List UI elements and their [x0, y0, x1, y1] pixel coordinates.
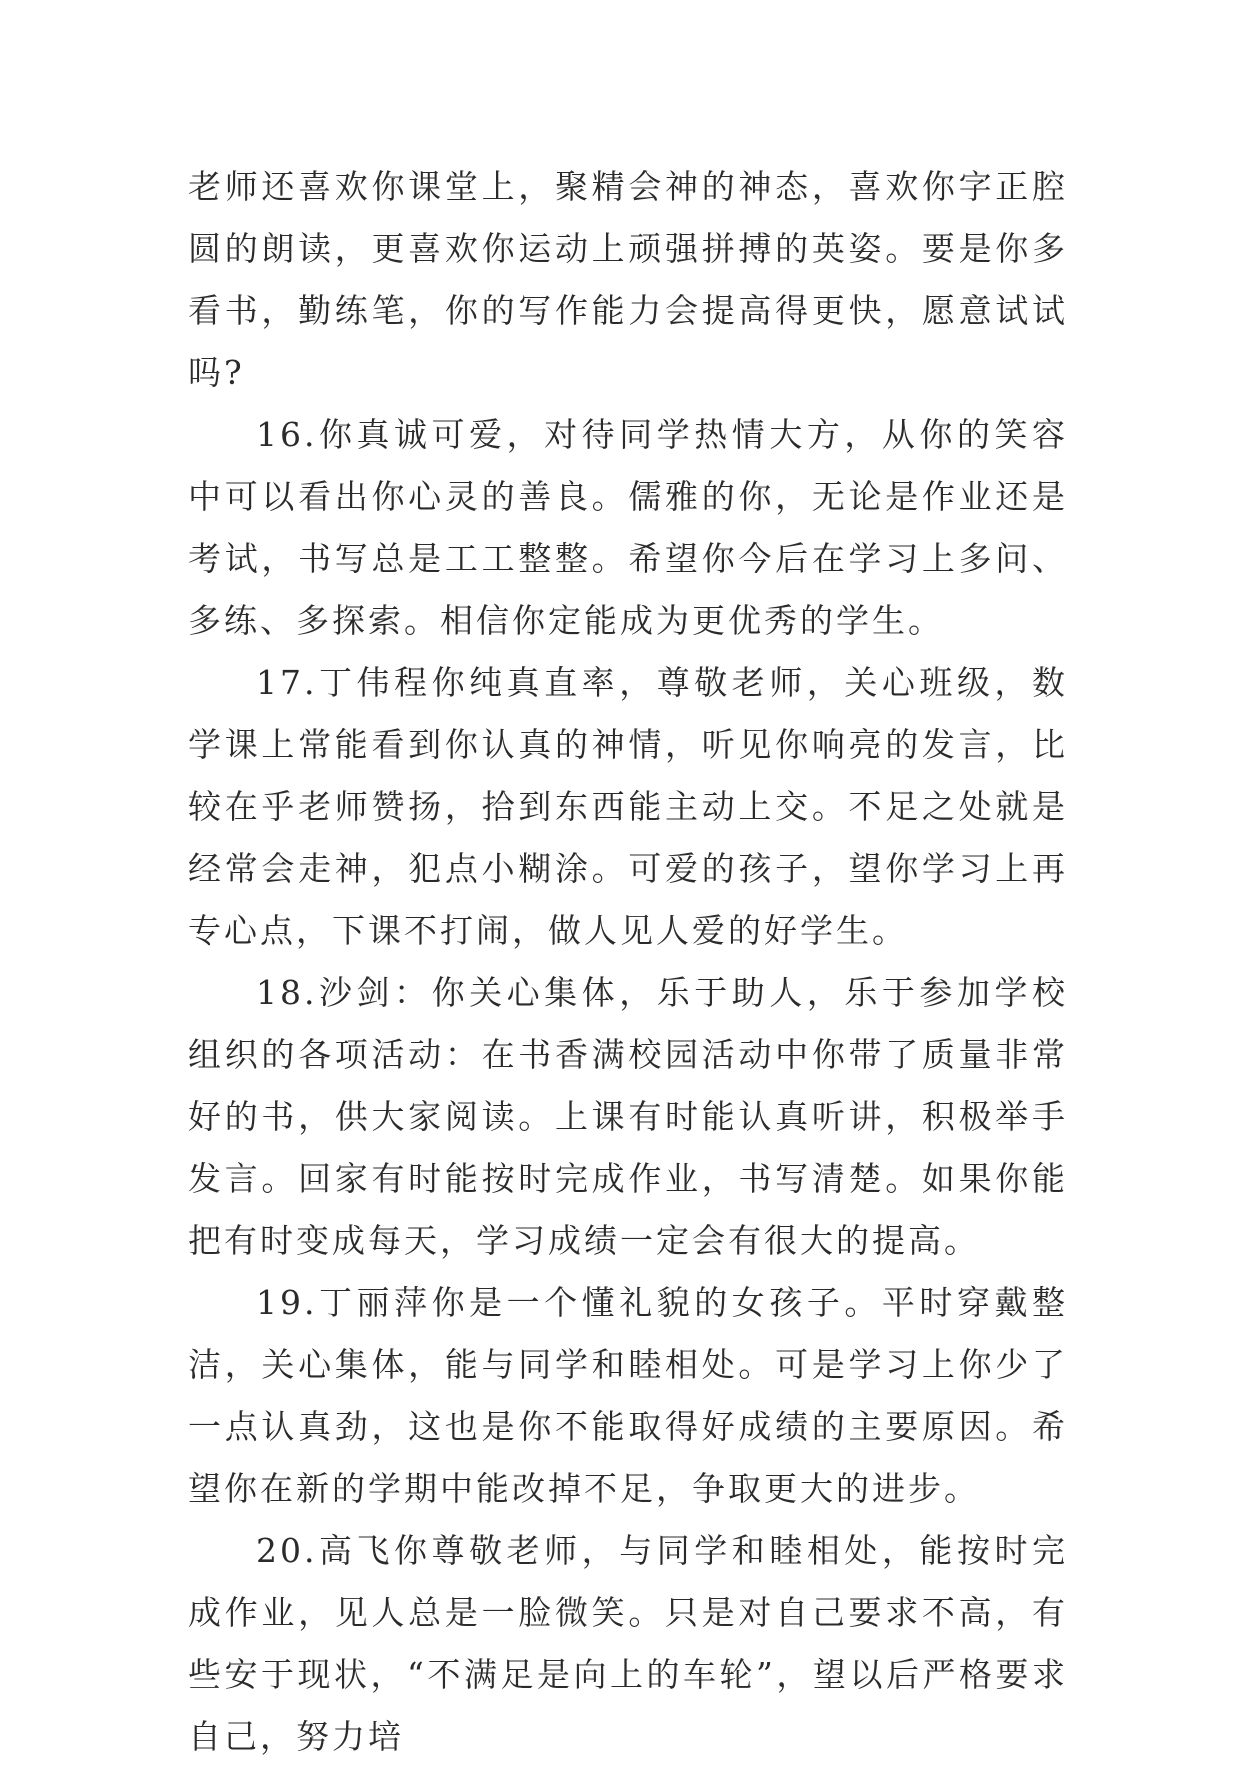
paragraph-comment-20: 20.高飞你尊敬老师，与同学和睦相处，能按时完成作业，见人总是一脸微笑。只是对自己要求不高，有些安于现状，“不满足是向上的车轮”，望以后严格要求自己，努力培	[188, 1531, 1068, 1756]
paragraph-comment-19: 19.丁丽萍你是一个懂礼貌的女孩子。平时穿戴整洁，关心集体，能与同学和睦相处。可是学习上你少了一点认真劲，这也是你不能取得好成绩的主要原因。希望你在新的学期中能改掉不足，争取更大的进步。	[188, 1283, 1068, 1508]
paragraph-continuation: 老师还喜欢你课堂上，聚精会神的神态，喜欢你字正腔圆的朗读，更喜欢你运动上顽强拼搏的英姿。要是你多看书，勤练笔，你的写作能力会提高得更快，愿意试试吗?	[188, 167, 1068, 392]
paragraph-comment-16: 16.你真诚可爱，对待同学热情大方，从你的笑容中可以看出你心灵的善良。儒雅的你，无论是作业还是考试，书写总是工工整整。希望你今后在学习上多问、多练、多探索。相信你定能成为更优秀的学生。	[188, 415, 1068, 640]
paragraph-comment-18: 18.沙剑：你关心集体，乐于助人，乐于参加学校组织的各项活动：在书香满校园活动中你带了质量非常好的书，供大家阅读。上课有时能认真听讲，积极举手发言。回家有时能按时完成作业，书写清楚。如果你能把有时变成每天，学习成绩一定会有很大的提高。	[188, 973, 1068, 1260]
document-body	[188, 156, 1068, 1768]
paragraph-comment-17: 17.丁伟程你纯真直率，尊敬老师，关心班级，数学课上常能看到你认真的神情，听见你响亮的发言，比较在乎老师赞扬，拾到东西能主动上交。不足之处就是经常会走神，犯点小糊涂。可爱的孩子，望你学习上再专心点，下课不打闹，做人见人爱的好学生。	[188, 663, 1068, 950]
